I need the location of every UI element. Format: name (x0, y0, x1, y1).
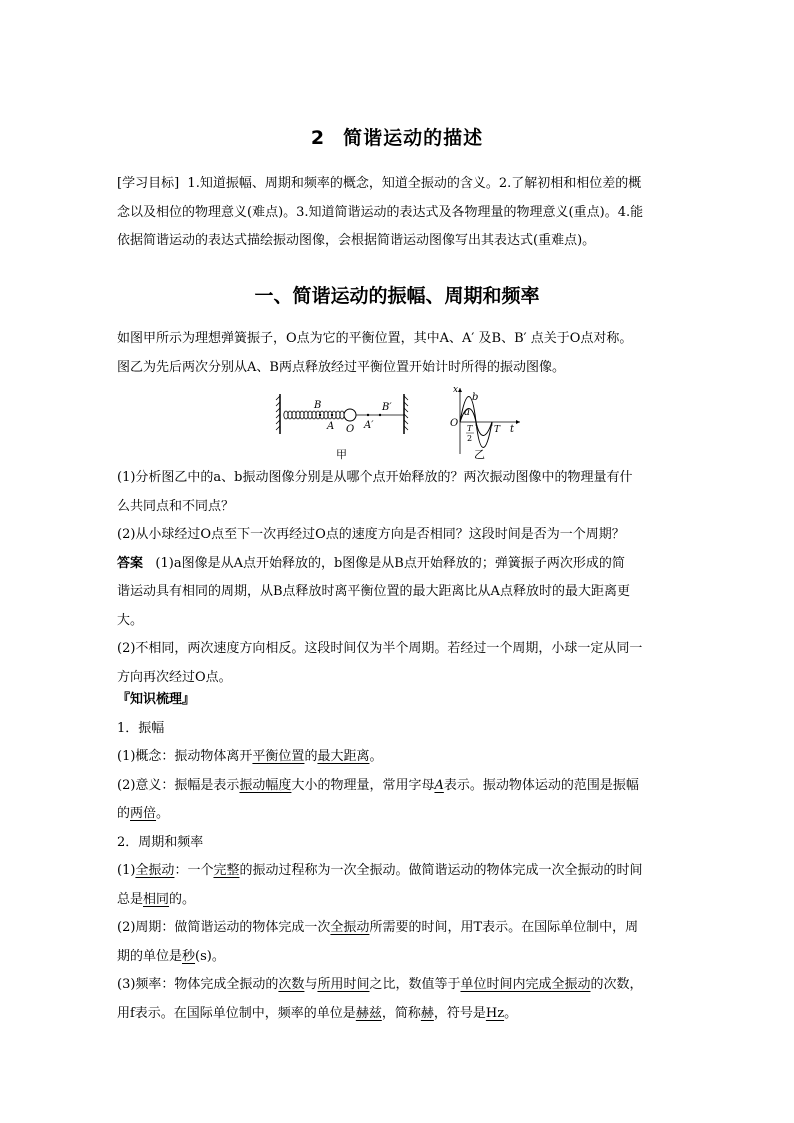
vibration-graph (450, 385, 520, 461)
point-label-O: O (346, 424, 355, 435)
graph-origin-label: O (450, 418, 459, 429)
answer-1-line-1: (1)a图像是从A点开始释放的，b图像是从B点开始释放的；弹簧振子两次形成的简 (155, 555, 625, 571)
title-number: 2 (310, 127, 326, 149)
t-axis-label: t (510, 424, 515, 435)
amplitude-meaning-line-1: (2)意义：振幅是表示振动幅度大小的物理量，常用字母A表示。振动物体运动的范围是振幅 (117, 777, 639, 793)
point-label-B: B (314, 400, 322, 411)
knowledge-heading: 『知识梳理』 (117, 692, 196, 707)
intro-paragraph (117, 325, 679, 382)
amplitude-concept: (1)概念：振动物体离开平衡位置的最大距离。 (117, 749, 383, 764)
answer-label: 答案 (117, 555, 144, 571)
answer-2-line-2: 方向再次经过O点。 (117, 669, 232, 685)
intro-line-2: 图乙为先后两次分别从A、B两点释放经过平衡位置开始计时所得的振动图像。 (117, 359, 565, 375)
point-label-A-prime: A′ (364, 420, 374, 431)
subsection-amplitude: 1．振幅 (117, 720, 165, 736)
answer-2-line-1: (2)不相同，两次速度方向相反。这段时间仅为半个周期。若经过一个周期，小球一定从同一 (117, 641, 643, 656)
questions-and-answers (117, 464, 679, 692)
period-line-2: 期的单位是秒(s)。 (117, 948, 225, 964)
section-title: 一、简谐运动的振幅、周期和频率 (254, 285, 540, 307)
t-half-numerator: T (467, 424, 473, 433)
question-2: (2)从小球经过O点至下一次再经过O点的速度方向是否相同？这段时间是否为一个周期？ (117, 527, 625, 542)
objectives-tag: [学习目标] (117, 176, 180, 191)
title-text: 简谐运动的描述 (343, 127, 484, 149)
period-line-1: (2)周期：做简谐运动的物体完成一次全振动所需要的时间，用T表示。在国际单位制中，周 (117, 920, 639, 935)
answer-1-line-3: 大。 (117, 612, 144, 628)
full-vibration-line-1: (1)全振动：一个完整的振动过程称为一次全振动。做简谐运动的物体完成一次全振动的时间 (117, 863, 643, 878)
figure-yi-label: 乙 (474, 448, 485, 461)
spring (284, 411, 344, 419)
point-label-A: A (327, 421, 335, 432)
question-1-line-2: 么共同点和不同点？ (117, 498, 235, 514)
curve-b-label: b (472, 392, 479, 403)
knowledge-section (117, 686, 679, 1028)
answer-1-line-2: 谐运动具有相同的周期，从B点释放时离平衡位置的最大距离比从A点释放时的最大距离更 (117, 584, 630, 599)
question-1-line-1: (1)分析图乙中的a、b振动图像分别是从哪个点开始释放的？两次振动图像中的物理量有什 (117, 470, 633, 485)
point-label-B-prime: B′ (382, 402, 392, 413)
frequency-line-1: (3)频率：物体完成全振动的次数与所用时间之比，数值等于单位时间内完成全振动的次数， (117, 977, 643, 992)
objectives-line-3: 依据简谐运动的表达式描绘振动图像，会根据简谐运动图像写出其表达式(重难点)。 (117, 233, 596, 248)
page-title (0, 123, 794, 150)
objectives-line-1: 1.知道振幅、周期和频率的概念，知道全振动的含义。2.了解初相和相位差的概 (187, 176, 642, 191)
learning-objectives (117, 170, 679, 256)
oscillator-ball (344, 409, 356, 421)
figure-jia-label: 甲 (336, 448, 347, 461)
intro-line-1: 如图甲所示为理想弹簧振子，O点为它的平衡位置，其中A、A′ 及B、B′ 点关于O点对称。 (117, 331, 633, 346)
amplitude-meaning-line-2: 的两倍。 (117, 806, 170, 821)
full-vibration-line-2: 总是相同的。 (117, 891, 196, 907)
figure-spring-oscillator (270, 382, 540, 462)
frequency-line-2: 用f表示。在国际单位制中，频率的单位是赫兹，简称赫，符号是Hz。 (117, 1005, 518, 1021)
subsection-period-frequency: 2．周期和频率 (117, 834, 204, 850)
objectives-line-2: 念以及相位的物理意义(难点)。3.知道简谐运动的表达式及各物理量的物理意义(重点)。4.能 (117, 204, 644, 220)
period-label-T: T (494, 425, 501, 435)
figure-svg (270, 382, 540, 462)
t-half-denominator: 2 (467, 434, 473, 443)
curve-a-label: a (464, 407, 470, 418)
x-axis-label: x (453, 385, 459, 395)
